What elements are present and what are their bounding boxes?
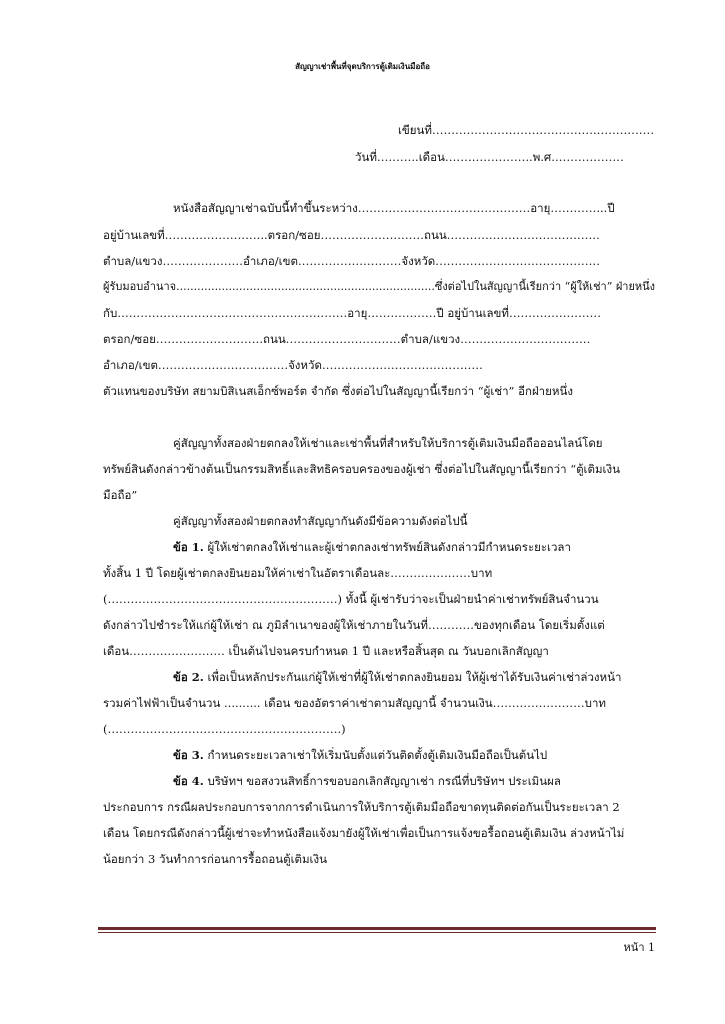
written-at-line: เขียนที่…………………………………….…………… bbox=[398, 123, 655, 137]
footer-divider-thin bbox=[98, 932, 656, 933]
body-line: เดือน……….…………… เป็นต้นไปจนครบกำหนด 1 ปี และหรือสิ้นสุด ณ วันบอกเลิกสัญญา bbox=[103, 644, 549, 658]
body-line: (……………………………………………………) ทั้งนี้ ผู้เช่ารับว่าจะเป็นฝ่ายนำค่าเช่าทรัพย์สินจำนวน bbox=[103, 592, 599, 606]
body-line: คู่สัญญาทั้งสองฝ่ายตกลงทำสัญญากันดังมีข้อความดังต่อไปนี้ bbox=[173, 514, 468, 528]
body-line: เดือน โดยกรณีดังกล่าวนี้ผู้เช่าจะทำหนังสือแจ้งมายังผู้ให้เช่าเพื่อเป็นการแจ้งขอรื้อถอนตู้เติมเงิน ล่วงหน้าไม่ bbox=[103, 826, 625, 840]
body-line: ดังกล่าวไปชำระให้แก่ผู้ให้เช่า ณ ภูมิลำเนาของผู้ให้เช่าภายในวันที่…………ของทุกเดือน โดยเริ่มตั้งแต่ bbox=[103, 618, 605, 632]
body-line: (…………………………………………………….) bbox=[103, 722, 346, 736]
date-line: วันที่………..เดือน…………………..พ.ศ.……………… bbox=[355, 150, 624, 164]
clause-1-line bbox=[173, 539, 571, 555]
party-line: หนังสือสัญญาเช่าฉบับนี้ทำขึ้นระหว่าง………………………………………อายุ…………...ปี bbox=[173, 201, 615, 215]
clause-3-text: กำหนดระยะเวลาเช่าให้เริ่มนับตั้งแต่วันติดตั้งตู้เติมเงินมือถือเป็นต้นไป bbox=[207, 748, 548, 762]
party-line: อยู่บ้านเลขที่……………………...ตรอก/ซอย………………………ถนน…………………………………. bbox=[103, 228, 600, 242]
document-title: สัญญาเช่าพื้นที่จุดบริการตู้เติมเงินมือถือ bbox=[295, 61, 430, 71]
party-line: ตำบล/แขวง…………………อำเภอ/เขต………………………จังหวัด……………………………………. bbox=[103, 254, 600, 268]
party-line: ผู้รับมอบอำนาจ..........................................................................ซึ่งต่อไปในสัญญานี้เรียกว่า “ผู้ให้เช่า” ฝ่ายหนึ่ง bbox=[103, 280, 656, 293]
party-line: ตรอก/ซอย……………………….ถนน…………………………ตำบล/แขวง……………………………. bbox=[103, 332, 591, 346]
clause-3-number: ข้อ 3. bbox=[173, 748, 204, 762]
body-line: ประกอบการ กรณีผลประกอบการจากการดำเนินการให้บริการตู้เติมมือถือขาดทุนติดต่อกันเป็นระยะเวลา 2 bbox=[103, 800, 620, 814]
clause-1-text: ผู้ให้เช่าตกลงให้เช่าและผู้เช่าตกลงเช่าทรัพย์สินดังกล่าวมีกำหนดระยะเวลา bbox=[207, 540, 571, 554]
clause-4-line bbox=[173, 773, 561, 789]
clause-2-line bbox=[173, 669, 621, 685]
body-line: ทั้งสิ้น 1 ปี โดยผู้เช่าตกลงยินยอมให้ค่าเช่าในอัตราเดือนละ…………………บาท bbox=[103, 566, 493, 580]
party-line: ตัวแทนของบริษัท สยามบิสิเนสเอ็กซ์พอร์ต จำกัด ซึ่งต่อไปในสัญญานี้เรียกว่า “ผู้เช่า” อีกฝ่ายหนึ่ง bbox=[103, 384, 573, 398]
clause-3-line bbox=[173, 747, 547, 763]
party-line: กับ……………………………………………………อายุ………………ปี อยู่บ้านเลขที่…………………… bbox=[103, 306, 602, 320]
clause-1-number: ข้อ 1. bbox=[173, 540, 204, 554]
footer-divider bbox=[98, 927, 656, 930]
body-line: รวมค่าไฟฟ้าเป็นจำนวน .......... เดือน ของอัตราค่าเช่าตามสัญญานี้ จำนวนเงิน……………………บาท bbox=[103, 696, 607, 710]
body-line: คู่สัญญาทั้งสองฝ่ายตกลงให้เช่าและเช่าพื้นที่สำหรับให้บริการตู้เติมเงินมือถือออนไลน์โดย bbox=[173, 436, 603, 450]
party-line: อำเภอ/เขต…………………………….จังหวัด…………………………………… bbox=[103, 358, 483, 372]
clause-2-text: เพื่อเป็นหลักประกันแก่ผู้ให้เช่าที่ผู้ให้เช่าตกลงยินยอม ให้ผู้เช่าได้รับเงินค่าเช่าล่วงหน้า bbox=[207, 670, 622, 684]
body-line: ทรัพย์สินดังกล่าวข้างต้นเป็นกรรมสิทธิ์และสิทธิครอบครองของผู้เช่า ซึ่งต่อไปในสัญญานี้เรียกว่า “ตู้เติมเงิน bbox=[103, 462, 620, 476]
page-number: หน้า 1 bbox=[623, 941, 655, 954]
clause-2-number: ข้อ 2. bbox=[173, 670, 204, 684]
clause-4-number: ข้อ 4. bbox=[173, 774, 204, 788]
body-line: มือถือ” bbox=[103, 488, 138, 502]
clause-4-text: บริษัทฯ ขอสงวนสิทธิ์การขอบอกเลิกสัญญาเช่า กรณีที่บริษัทฯ ประเมินผล bbox=[207, 774, 561, 788]
body-line: น้อยกว่า 3 วันทำการก่อนการรื้อถอนตู้เติมเงิน bbox=[103, 852, 327, 866]
